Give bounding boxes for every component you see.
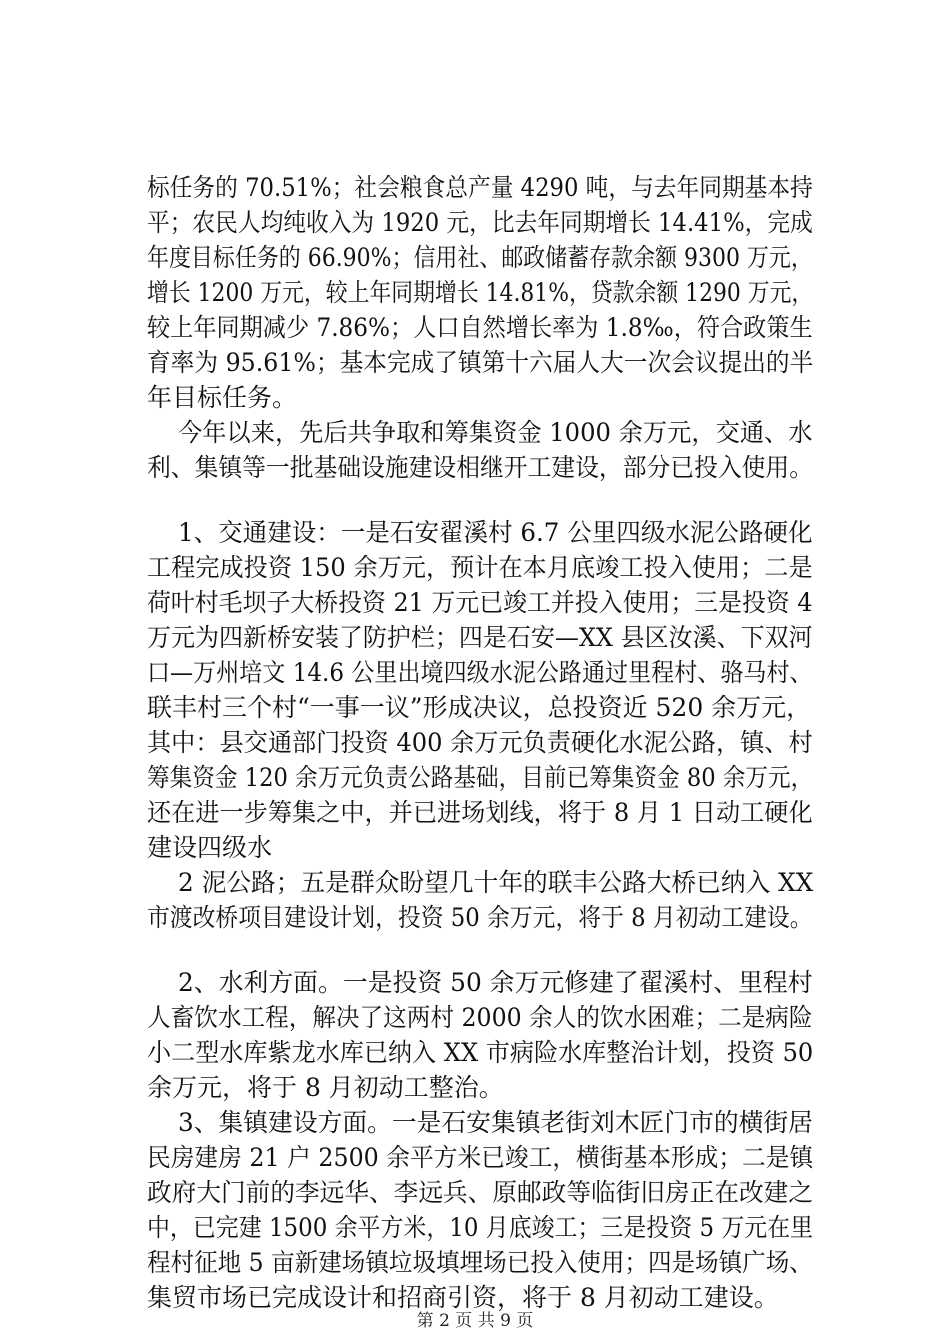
text-line: 口—万州培文 14.6 公里出境四级水泥公路通过里程村、骆马村、 — [147, 658, 813, 687]
text-line: 建设四级水 — [147, 833, 273, 862]
text-line: 标任务的 70.51%；社会粮食总产量 4290 吨，与去年同期基本持 — [147, 173, 813, 202]
text-line: 小二型水库紫龙水库已纳入 XX 市病险水库整治计划，投资 50 — [147, 1038, 814, 1067]
page-footer: 第 2 页 共 9 页 — [416, 1311, 534, 1331]
text-line: 程村征地 5 亩新建场镇垃圾填埋场已投入使用；四是场镇广场、 — [147, 1248, 813, 1277]
text-line: 利、集镇等一批基础设施建设相继开工建设，部分已投入使用。 — [147, 453, 814, 482]
text-line: 民房建房 21 户 2500 余平方米已竣工，横街基本形成；二是镇 — [147, 1143, 814, 1172]
text-line: 2、水利方面。一是投资 50 余万元修建了翟溪村、里程村 — [178, 968, 813, 997]
text-line: 今年以来，先后共争取和筹集资金 1000 余万元，交通、水 — [178, 418, 813, 447]
text-line: 人畜饮水工程，解决了这两村 2000 余人的饮水困难；二是病险 — [147, 1003, 813, 1032]
text-line: 市渡改桥项目建设计划，投资 50 余万元，将于 8 月初动工建设。 — [147, 903, 813, 932]
text-line: 政府大门前的李远华、李远兵、原邮政等临街旧房正在改建之 — [147, 1178, 814, 1207]
text-line: 增长 1200 万元，较上年同期增长 14.81%，贷款余额 1290 万元， — [147, 278, 814, 307]
text-line: 较上年同期减少 7.86%；人口自然增长率为 1.8‰，符合政策生 — [147, 313, 813, 342]
text-line: 中，已完建 1500 余平方米，10 月底竣工；三是投资 5 万元在里 — [147, 1213, 814, 1242]
text-line: 1、交通建设：一是石安翟溪村 6.7 公里四级水泥公路硬化 — [178, 518, 813, 547]
text-line: 其中：县交通部门投资 400 余万元负责硬化水泥公路，镇、村 — [147, 728, 813, 757]
text-line: 集贸市场已完成设计和招商引资，将于 8 月初动工建设。 — [147, 1283, 779, 1312]
text-line: 年目标任务。 — [147, 383, 298, 412]
text-line: 3、集镇建设方面。一是石安集镇老街刘木匠门市的横街居 — [178, 1108, 813, 1137]
text-line: 筹集资金 120 余万元负责公路基础，目前已筹集资金 80 余万元， — [147, 763, 814, 792]
text-line: 联丰村三个村“一事一议”形成决议，总投资近 520 余万元， — [147, 693, 812, 722]
text-line: 育率为 95.61%；基本完成了镇第十六届人大一次会议提出的半 — [147, 348, 814, 377]
text-line: 工程完成投资 150 余万元，预计在本月底竣工投入使用；二是 — [147, 553, 813, 582]
text-line: 年度目标任务的 66.90%；信用社、邮政储蓄存款余额 9300 万元， — [147, 243, 813, 272]
text-line: 2 泥公路；五是群众盼望几十年的联丰公路大桥已纳入 XX — [178, 868, 814, 897]
text-line: 平；农民人均纯收入为 1920 元，比去年同期增长 14.41%，完成 — [147, 208, 813, 237]
text-line: 万元为四新桥安装了防护栏；四是石安—XX 县区汝溪、下双河 — [147, 623, 813, 652]
text-line: 余万元，将于 8 月初动工整治。 — [147, 1073, 504, 1102]
text-line: 还在进一步筹集之中，并已进场划线，将于 8 月 1 日动工硬化 — [147, 798, 813, 827]
text-line: 荷叶村毛坝子大桥投资 21 万元已竣工并投入使用；三是投资 4 — [147, 588, 813, 617]
